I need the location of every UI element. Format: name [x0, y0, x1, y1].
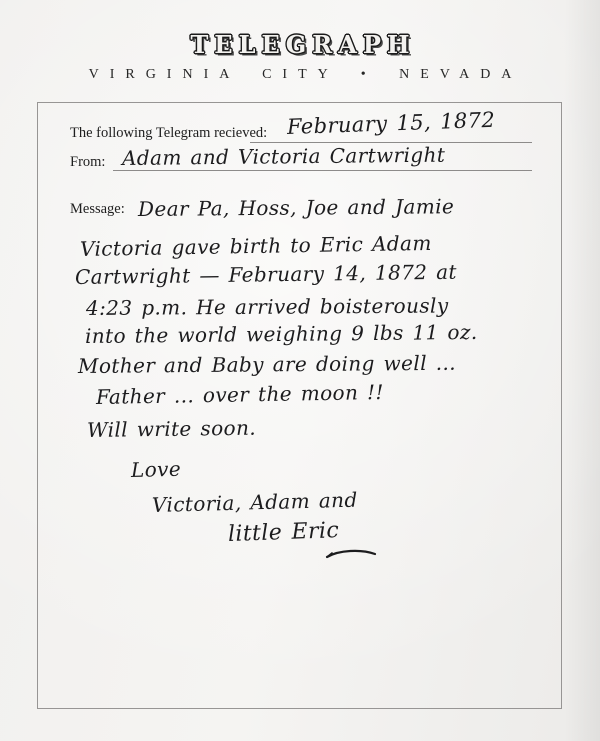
signoff-line: Love [130, 456, 182, 482]
message-line: 4:23 p.m. He arrived boisterously [85, 293, 449, 320]
message-label: Message: [70, 201, 125, 217]
message-line: Victoria gave birth to Eric Adam [79, 230, 432, 261]
from-value: Adam and Victoria Cartwright [121, 142, 446, 170]
message-line: into the world weighing 9 lbs 11 oz. [84, 319, 478, 348]
message-line: Father ... over the moon !! [95, 379, 385, 409]
signature-flourish [323, 547, 379, 561]
telegraph-masthead: TELEGRAPH [190, 30, 416, 59]
message-line: Dear Pa, Hoss, Joe and Jamie [137, 194, 455, 221]
from-label: From: [70, 154, 106, 170]
received-label: The following Telegram recieved: [70, 125, 268, 141]
message-line: Will write soon. [86, 415, 257, 442]
received-value: February 15, 1872 [286, 107, 496, 139]
message-line: Mother and Baby are doing well ... [77, 350, 457, 378]
signoff-line: Victoria, Adam and [151, 487, 358, 517]
from-underline [113, 170, 532, 171]
message-line: Cartwright — February 14, 1872 at [74, 259, 458, 289]
signoff-line: little Eric [227, 518, 340, 547]
location-line: VIRGINIA CITY • NEVADA [88, 67, 523, 82]
